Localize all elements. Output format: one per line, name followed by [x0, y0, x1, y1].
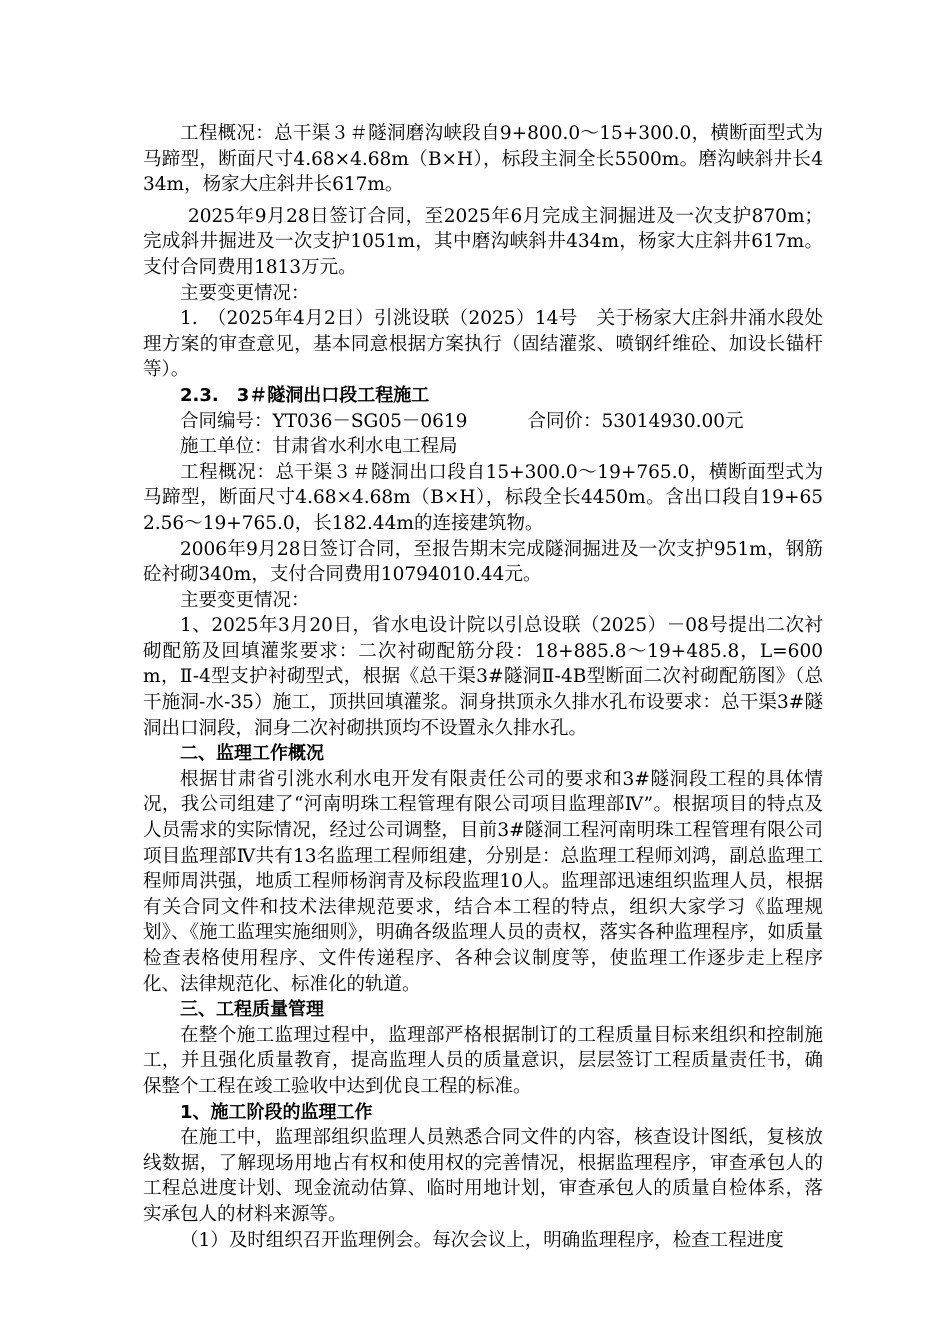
- section-heading-supervision: 二、监理工作概况: [180, 743, 324, 765]
- paragraph-supervision-overview: 根据甘肃省引洮水利水电开发有限责任公司的要求和3#隧洞段工程的具体情况，我公司组建了“河南明珠工程管理有限公司项目监理部Ⅳ”。根据项目的特点及人员需求的实际情况，经过公司调整，目前3#隧洞工程河南明珠工程管理有限公司项目监理部Ⅳ共有13名监理工程师组建，分别是：总监理工程师刘鸿，副总监理工程师周洪强，地质工程师杨润青及标段监理10人。监理部迅速组织监理人员，根据有关合同文件和技术法律规范要求，结合本工程的特点，组织大家学习《监理规划》、《施工监理实施细则》，明确各级监理人员的责权，落实各种监理程序，如质量检查表格使用程序、文件传递程序、各种会议制度等，使监理工作逐步走上程序化、法律规范化、标准化的轨道。: [143, 768, 823, 995]
- paragraph-contract-progress: 2025年9月28日签订合同，至2025年6月完成主洞掘进及一次支护870m；完成斜井掘进及一次支护1051m，其中磨沟峡斜井434m，杨家大庄斜井617m。支付合同费用1813万元。: [143, 205, 823, 278]
- section-heading-2-3: 2.3. 3＃隧洞出口段工程施工: [180, 384, 430, 406]
- contract-info-row: [143, 409, 823, 435]
- paragraph-change-heading-2: 主要变更情况：: [180, 589, 310, 611]
- section-heading-quality: 三、工程质量管理: [180, 999, 324, 1021]
- paragraph-overview-exit-section: 工程概况：总干渠３＃隧洞出口段自15+300.0～19+765.0，横断面型式为马蹄型，断面尺寸4.68×4.68m（B×H），标段全长4450m。含出口段自19+652.56～19+765.0，长182.44m的连接建筑物。: [143, 461, 823, 534]
- paragraph-meeting-item-1: （1）及时组织召开监理例会。每次会议上，明确监理程序，检查工程进度: [180, 1229, 784, 1251]
- paragraph-contract-progress-2006: 2006年9月28日签订合同，至报告期末完成隧洞掘进及一次支护951m，钢筋砼衬砌340m，支付合同费用10794010.44元。: [143, 538, 823, 586]
- paragraph-construction-unit: 施工单位：甘肃省水利水电工程局: [180, 436, 458, 458]
- document-body: [143, 121, 823, 1253]
- contract-price: 合同价：53014930.00元: [527, 410, 744, 432]
- paragraph-change-item-lining: 1、2025年3月20日，省水电设计院以引总设联（2025）－08号提出二次衬砌配筋及回填灌浆要求：二次衬砌配筋分段：18+885.8～19+485.8，L=600m，Ⅱ-4型支护衬砌型式，根据《总干渠3#隧洞Ⅱ-4B型断面二次衬砌配筋图》（总干施洞-水-35）施工，顶拱回填灌浆。洞身拱顶永久排水孔布设要求：总干渠3#隧洞出口洞段，洞身二次衬砌拱顶均不设置永久排水孔。: [143, 615, 823, 739]
- paragraph-change-item-1: 1. （2025年4月2日）引洮设联（2025）14号 关于杨家大庄斜井涌水段处理方案的审查意见，基本同意根据方案执行（固结灌浆、喷钢纤维砼、加设长锚杆等）。: [143, 308, 823, 381]
- paragraph-change-heading: 主要变更情况：: [180, 282, 310, 304]
- section-heading-construction-stage: 1、施工阶段的监理工作: [180, 1101, 373, 1123]
- paragraph-quality-management: 在整个施工监理过程中，监理部严格根据制订的工程质量目标来组织和控制施工，并且强化质量教育，提高监理人员的质量意识，层层签订工程质量责任书，确保整个工程在竣工验收中达到优良工程的标准。: [143, 1024, 823, 1097]
- contract-number: 合同编号：YT036－SG05－0619: [180, 410, 468, 432]
- paragraph-construction-stage: 在施工中，监理部组织监理人员熟悉合同文件的内容，核查设计图纸，复核放线数据，了解现场用地占有权和使用权的完善情况，根据监理程序，审查承包人的工程总进度计划、现金流动估算、临时用地计划，审查承包人的质量自检体系，落实承包人的材料来源等。: [143, 1127, 823, 1225]
- paragraph-overview-3-tunnel: 工程概况：总干渠３＃隧洞磨沟峡段自9+800.0～15+300.0，横断面型式为马蹄型，断面尺寸4.68×4.68m（B×H），标段主洞全长5500m。磨沟峡斜井长434m，杨家大庄斜井长617m。: [143, 123, 823, 196]
